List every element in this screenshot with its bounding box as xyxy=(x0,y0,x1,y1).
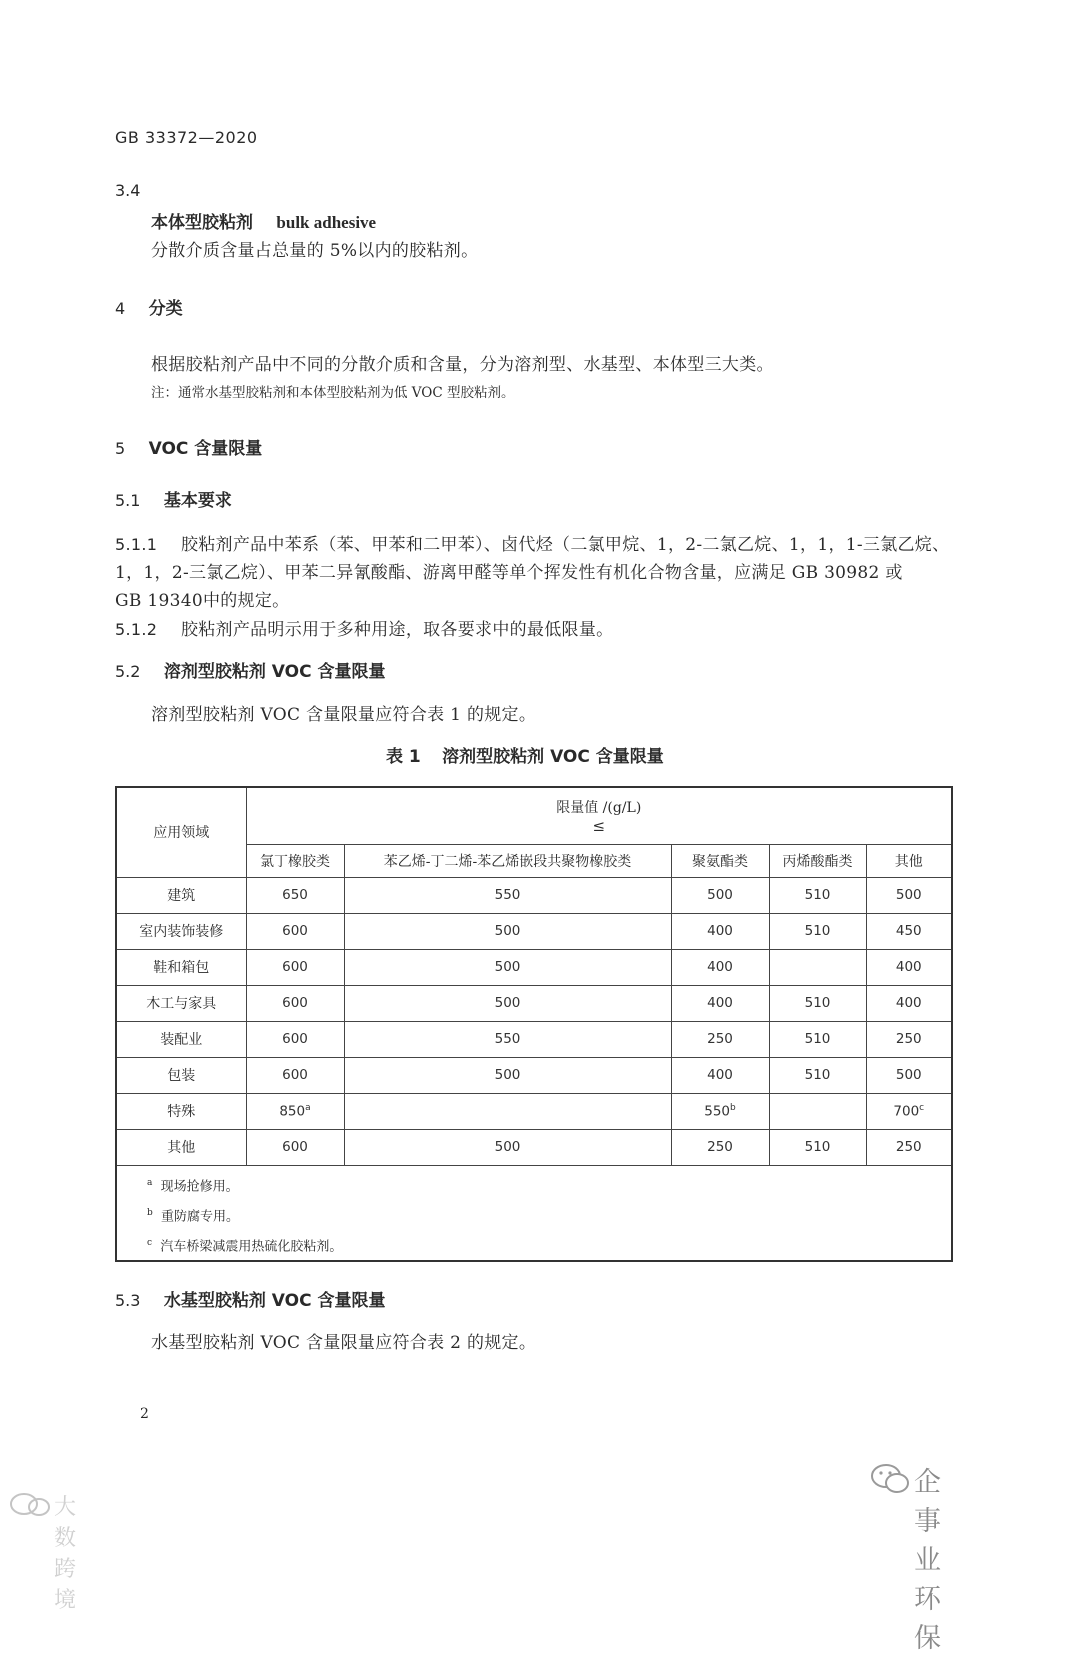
table-footnotes xyxy=(116,1165,952,1261)
term-chinese: 本体型胶粘剂 xyxy=(151,213,253,233)
cell-value: 600 xyxy=(246,1129,344,1165)
cell-value: 500 xyxy=(344,913,671,949)
section-heading xyxy=(115,657,385,682)
footnote xyxy=(147,1170,951,1200)
limit-symbol: ≤ xyxy=(592,816,606,835)
term-definition: 分散介质含量占总量的 5%以内的胶粘剂。 xyxy=(151,241,479,261)
cell-value: 400 xyxy=(671,1057,769,1093)
footnote-text: 汽车桥梁减震用热硫化胶粘剂。 xyxy=(160,1239,343,1255)
cell-value: 550 xyxy=(344,1021,671,1057)
footnote-mark: b xyxy=(147,1207,153,1218)
cell-value: 400 xyxy=(866,985,952,1021)
cell-value: 500 xyxy=(671,877,769,913)
row-label: 特殊 xyxy=(116,1093,246,1129)
row-label: 包装 xyxy=(116,1057,246,1093)
cell-value: 400 xyxy=(671,949,769,985)
cell-value: 500 xyxy=(866,877,952,913)
row-label: 鞋和箱包 xyxy=(116,949,246,985)
clause-5-1-2 xyxy=(115,615,613,640)
column-header: 苯乙烯-丁二烯-苯乙烯嵌段共聚物橡胶类 xyxy=(344,844,671,877)
section-title: VOC 含量限量 xyxy=(148,439,263,459)
note: 注：通常水基型胶粘剂和本体型胶粘剂为低 VOC 型胶粘剂。 xyxy=(151,385,515,401)
row-label: 其他 xyxy=(116,1129,246,1165)
cell-value: 250 xyxy=(671,1129,769,1165)
footnote-text: 重防腐专用。 xyxy=(161,1209,240,1225)
section-number: 5.2 xyxy=(115,662,141,681)
cell-value: 400 xyxy=(866,949,952,985)
row-label: 室内装饰装修 xyxy=(116,913,246,949)
cell-value xyxy=(769,949,866,985)
paragraph: 根据胶粘剂产品中不同的分散介质和含量，分为溶剂型、水基型、本体型三大类。 xyxy=(151,355,774,375)
cell-value xyxy=(246,1093,344,1129)
cell-value: 400 xyxy=(671,913,769,949)
paragraph: 溶剂型胶粘剂 VOC 含量限量应符合表 1 的规定。 xyxy=(151,705,537,725)
cell-value: 600 xyxy=(246,1021,344,1057)
clause-5-1-1-line2: 1，1，2-三氯乙烷）、甲苯二异氰酸酯、游离甲醛等单个挥发性有机化合物含量，应满足 GB 30982 或 xyxy=(115,563,903,583)
paragraph: 水基型胶粘剂 VOC 含量限量应符合表 2 的规定。 xyxy=(151,1333,537,1353)
column-header: 聚氨酯类 xyxy=(671,844,769,877)
section-title: 水基型胶粘剂 VOC 含量限量 xyxy=(163,1291,386,1311)
table-row xyxy=(116,949,952,985)
section-heading xyxy=(115,1286,385,1311)
cell-value: 500 xyxy=(344,1129,671,1165)
section-number: 5 xyxy=(115,439,126,458)
footnote-mark: a xyxy=(305,1102,311,1113)
chat-bubble-icon xyxy=(8,1492,52,1518)
clause-number: 3.4 xyxy=(115,181,141,200)
footnote-mark: b xyxy=(730,1102,736,1113)
column-header: 其他 xyxy=(866,844,952,877)
table-row xyxy=(116,985,952,1021)
cell-value: 650 xyxy=(246,877,344,913)
watermark-right xyxy=(870,1462,941,1654)
clause-text: 胶粘剂产品中苯系（苯、甲苯和二甲苯）、卤代烃（二氯甲烷、1，2-二氯乙烷、1，1，1-三氯乙烷、 xyxy=(180,535,950,555)
table-caption-title: 溶剂型胶粘剂 VOC 含量限量 xyxy=(442,747,664,767)
section-title: 基本要求 xyxy=(163,491,232,511)
cell-value: 250 xyxy=(866,1129,952,1165)
cell-value: 510 xyxy=(769,985,866,1021)
table-row xyxy=(116,913,952,949)
cell-value: 500 xyxy=(344,1057,671,1093)
cell-value: 600 xyxy=(246,985,344,1021)
voc-limit-table xyxy=(115,786,953,1262)
row-header-cell: 应用领域 xyxy=(116,787,246,877)
section-title: 分类 xyxy=(148,299,183,319)
cell-value: 250 xyxy=(866,1021,952,1057)
cell-value: 600 xyxy=(246,913,344,949)
term-heading xyxy=(151,208,376,233)
watermark-left xyxy=(8,1492,77,1613)
limit-header-cell xyxy=(246,787,952,844)
section-number: 5.3 xyxy=(115,1291,141,1310)
watermark-text: 大数跨境 xyxy=(54,1495,77,1613)
cell-value: 500 xyxy=(866,1057,952,1093)
cell-value xyxy=(866,1093,952,1129)
clause-number: 5.1.1 xyxy=(115,535,158,554)
row-label: 装配业 xyxy=(116,1021,246,1057)
table-caption xyxy=(386,742,664,767)
watermark-text: 企事业环保 xyxy=(914,1467,941,1654)
clause-number: 5.1.2 xyxy=(115,620,158,639)
cell-number: 700 xyxy=(893,1103,920,1120)
table-row xyxy=(116,877,952,913)
footnote-mark: c xyxy=(147,1238,153,1249)
cell-value: 450 xyxy=(866,913,952,949)
clause-5-1-1-line1 xyxy=(115,530,949,555)
wechat-icon xyxy=(870,1462,910,1496)
cell-value: 550 xyxy=(344,877,671,913)
cell-value: 250 xyxy=(671,1021,769,1057)
table-caption-number: 表 1 xyxy=(386,747,421,767)
table-row xyxy=(116,1129,952,1165)
section-number: 5.1 xyxy=(115,491,141,510)
table-row xyxy=(116,1021,952,1057)
standard-number: GB 33372—2020 xyxy=(115,128,258,147)
cell-value: 400 xyxy=(671,985,769,1021)
cell-value: 500 xyxy=(344,985,671,1021)
cell-value: 600 xyxy=(246,949,344,985)
cell-value: 510 xyxy=(769,1129,866,1165)
clause-text: 胶粘剂产品明示用于多种用途，取各要求中的最低限量。 xyxy=(180,620,614,640)
section-heading xyxy=(115,434,262,459)
footnote-mark: c xyxy=(919,1102,925,1113)
footnote xyxy=(147,1200,951,1230)
footnote-text: 现场抢修用。 xyxy=(160,1178,239,1194)
cell-value: 500 xyxy=(344,949,671,985)
clause-5-1-1-line3: GB 19340中的规定。 xyxy=(115,591,290,611)
row-label: 木工与家具 xyxy=(116,985,246,1021)
table-row xyxy=(116,1057,952,1093)
section-number: 4 xyxy=(115,299,126,318)
cell-value: 510 xyxy=(769,1057,866,1093)
cell-value xyxy=(344,1093,671,1129)
cell-value xyxy=(671,1093,769,1129)
table-row xyxy=(116,1093,952,1129)
cell-number: 850 xyxy=(279,1103,306,1120)
footnote xyxy=(147,1230,951,1260)
term-english: bulk adhesive xyxy=(276,213,377,232)
section-title: 溶剂型胶粘剂 VOC 含量限量 xyxy=(163,662,386,682)
column-header: 氯丁橡胶类 xyxy=(246,844,344,877)
section-heading xyxy=(115,294,183,319)
cell-value: 510 xyxy=(769,913,866,949)
footnote-mark: a xyxy=(147,1177,153,1188)
cell-value: 510 xyxy=(769,1021,866,1057)
limit-header-text: 限量值 /(g/L) xyxy=(556,799,642,816)
cell-value xyxy=(769,1093,866,1129)
page-number: 2 xyxy=(140,1406,149,1422)
cell-value: 600 xyxy=(246,1057,344,1093)
section-heading xyxy=(115,486,232,511)
cell-number: 550 xyxy=(704,1103,731,1120)
row-label: 建筑 xyxy=(116,877,246,913)
column-header: 丙烯酸酯类 xyxy=(769,844,866,877)
cell-value: 510 xyxy=(769,877,866,913)
